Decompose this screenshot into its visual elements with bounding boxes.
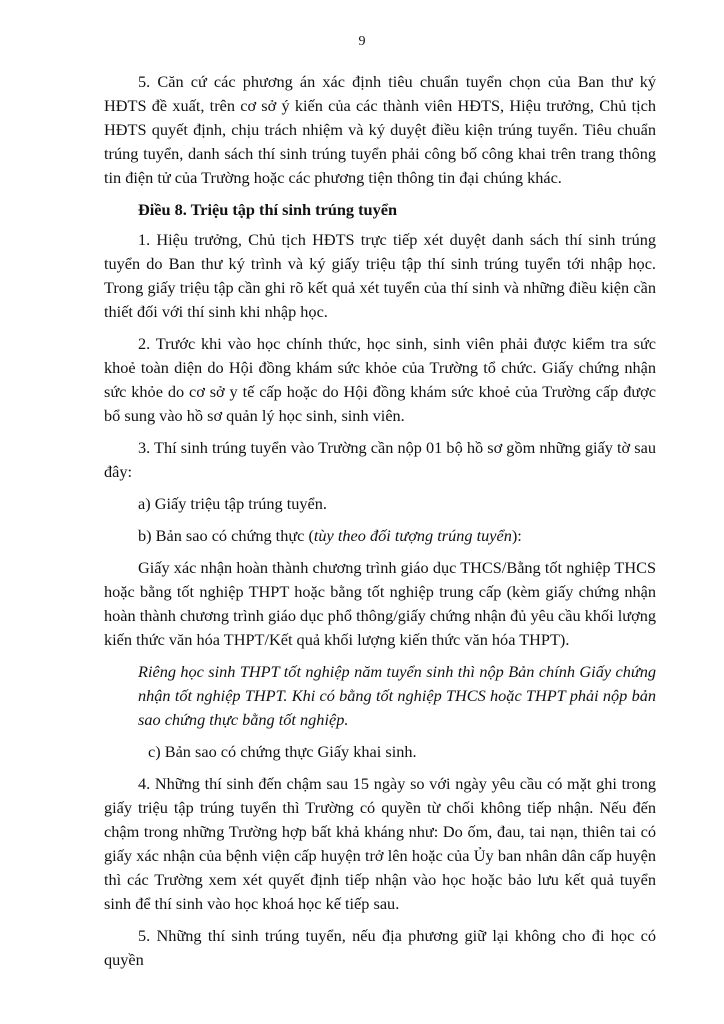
document-body: [104, 70, 656, 980]
item-3b-suffix: ):: [511, 526, 522, 545]
item-3b-italic: tùy theo đối tượng trúng tuyển: [313, 526, 512, 545]
item-3a: a) Giấy triệu tập trúng tuyển.: [138, 494, 327, 513]
item-3c: c) Bản sao có chứng thực Giấy khai sinh.: [148, 742, 417, 761]
article-8-heading: Điều 8. Triệu tập thí sinh trúng tuyển: [138, 200, 398, 219]
item-3b-note: Riêng học sinh THPT tốt nghiệp năm tuyển sinh thì nộp Bản chính Giấy chứng nhận tốt nghiệp THPT. Khi có bằng tốt nghiệp THCS hoặc THPT phải nộp bản sao chứng thực bằng tốt nghiệp.: [138, 662, 656, 729]
paragraph-clause5: 5. Những thí sinh trúng tuyển, nếu địa phương giữ lại không cho đi học có quyền: [104, 926, 656, 969]
paragraph-clause3: 3. Thí sinh trúng tuyển vào Trường cần nộp 01 bộ hồ sơ gồm những giấy tờ sau đây:: [104, 438, 656, 481]
paragraph-clause1: 1. Hiệu trưởng, Chủ tịch HĐTS trực tiếp xét duyệt danh sách thí sinh trúng tuyển do Ban thư ký trình và ký giấy triệu tập thí sinh trúng tuyển tới nhập học. Trong giấy triệu tập cần ghi rõ kết quả xét tuyển của thí sinh và những điều kiện cần thiết đối với thí sinh khi nhập học.: [104, 230, 656, 321]
item-3b-detail: Giấy xác nhận hoàn thành chương trình giáo dục THCS/Bằng tốt nghiệp THCS hoặc bằng tốt nghiệp THPT hoặc bằng tốt nghiệp trung cấp (kèm giấy chứng nhận hoàn thành chương trình giáo dục phổ thông/giấy chứng nhận đủ yêu cầu khối lượng kiến thức văn hóa THPT/Kết quả khối lượng kiến thức văn hóa THPT).: [104, 558, 656, 649]
paragraph-clause2: 2. Trước khi vào học chính thức, học sinh, sinh viên phải được kiểm tra sức khoẻ toàn diện do Hội đồng khám sức khỏe của Trường tổ chức. Giấy chứng nhận sức khỏe do cơ sở y tế cấp hoặc do Hội đồng khám sức khoẻ của Trường cấp được bổ sung vào hồ sơ quản lý học sinh, sinh viên.: [104, 334, 656, 425]
item-3b-prefix: b) Bản sao có chứng thực (: [138, 526, 314, 545]
item-3b: [104, 524, 656, 548]
page-number: 9: [358, 34, 366, 49]
paragraph-clause4: 4. Những thí sinh đến chậm sau 15 ngày so với ngày yêu cầu có mặt ghi trong giấy triệu tập trúng tuyển thì Trường có quyền từ chối không tiếp nhận. Nếu đến chậm trong những Trường hợp bất khả kháng như: Do ốm, đau, tai nạn, thiên tai có giấy xác nhận của bệnh viện cấp huyện trở lên hoặc của Ủy ban nhân dân cấp huyện thì các Trường xem xét quyết định tiếp nhận vào học hoặc bảo lưu kết quả tuyển sinh để thí sinh vào học khoá học kế tiếp sau.: [104, 774, 656, 913]
paragraph-article7-clause5: 5. Căn cứ các phương án xác định tiêu chuẩn tuyển chọn của Ban thư ký HĐTS đề xuất, trên cơ sở ý kiến của các thành viên HĐTS, Hiệu trưởng, Chủ tịch HĐTS quyết định, chịu trách nhiệm và ký duyệt điều kiện trúng tuyển. Tiêu chuẩn trúng tuyển, danh sách thí sinh trúng tuyển phải công bố công khai trên trang thông tin điện tử của Trường hoặc các phương tiện thông tin đại chúng khác.: [104, 72, 656, 187]
